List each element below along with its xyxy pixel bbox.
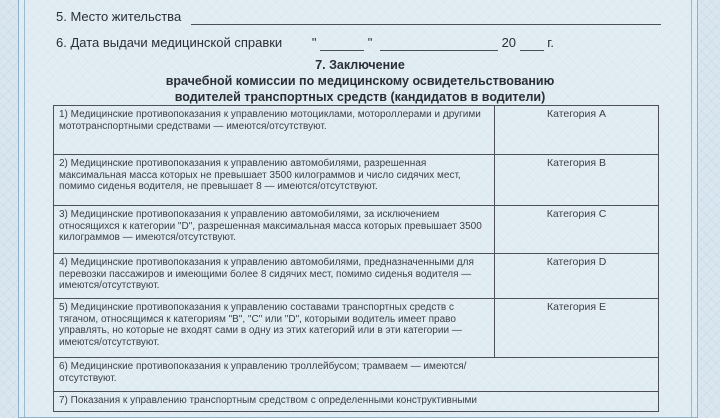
category-a-text: 1) Медицинские противопоказания к управлению мотоциклами, мотороллерами и другими мототранспортными средствами — имеются/отсутствуют. [54, 106, 495, 155]
date-suffix: г. [547, 35, 555, 50]
date-month-field[interactable] [380, 35, 498, 51]
date-year-prefix: 20 [501, 35, 517, 50]
conclusion-subtitle-2: водителей транспортных средств (кандидатов в водители) [174, 90, 546, 104]
certificate-date-row [56, 35, 554, 51]
category-row-b [54, 155, 659, 206]
category-row-a [54, 106, 659, 155]
special-vehicle-row [54, 392, 659, 412]
category-c-label: Категория С [495, 206, 659, 254]
category-b-label: Категория В [495, 155, 659, 206]
category-a-label: Категория А [495, 106, 659, 155]
category-d-text: 4) Медицинские противопоказания к управлению автомобилями, предназначенными для перевозки пассажиров и имеющими более 8 сидячих мест, помимо сиденья водителя — имеются/отсутствуют. [54, 254, 495, 299]
residence-label: 5. Место жительства [56, 9, 182, 24]
category-row-c [54, 206, 659, 254]
residence-row [56, 9, 661, 25]
category-e-text: 5) Медицинские противопоказания к управлению составами транспортных средств с тягачом, относящимся к категориям "В", "С" или "D", которыми водитель имеет право управлять, но которые не входят сами в одну из этих категорий или в эти категории — имеются/отсутствуют. [54, 299, 495, 358]
category-c-text: 3) Медицинские противопоказания к управлению автомобилями, за исключением относящихся к категории "D", разрешенная максимальная масса которых превышает 3500 килограммов — имеются/отсутствуют. [54, 206, 495, 254]
trolleybus-text: 6) Медицинские противопоказания к управлению троллейбусом; трамваем — имеются/отсутствуют. [59, 361, 467, 384]
category-e-label: Категория Е [495, 299, 659, 358]
trolleybus-row [54, 358, 659, 392]
categories-table [53, 105, 659, 412]
category-row-d [54, 254, 659, 299]
date-open-quote: " [311, 35, 317, 50]
category-row-e [54, 299, 659, 358]
date-year-field[interactable] [520, 35, 544, 51]
certificate-date-label: 6. Дата выдачи медицинской справки [56, 35, 283, 50]
date-day-field[interactable] [320, 35, 364, 51]
residence-field[interactable] [191, 9, 661, 25]
conclusion-subtitle-1: врачебной комиссии по медицинскому освидетельствованию [165, 74, 555, 88]
category-b-text: 2) Медицинские противопоказания к управлению автомобилями, разрешенная максимальная масса которых не превышает 3500 килограммов и число сидячих мест, помимо сиденья водителя, не превышает 8 — имеются/отсутствуют. [54, 155, 495, 206]
date-close-quote: " [367, 35, 373, 50]
category-d-label: Категория D [495, 254, 659, 299]
special-vehicle-text: 7) Показания к управлению транспортным средством с определенными конструктивными [54, 392, 659, 412]
conclusion-heading: 7. Заключение [315, 58, 405, 72]
trolleybus-cell [54, 358, 659, 392]
